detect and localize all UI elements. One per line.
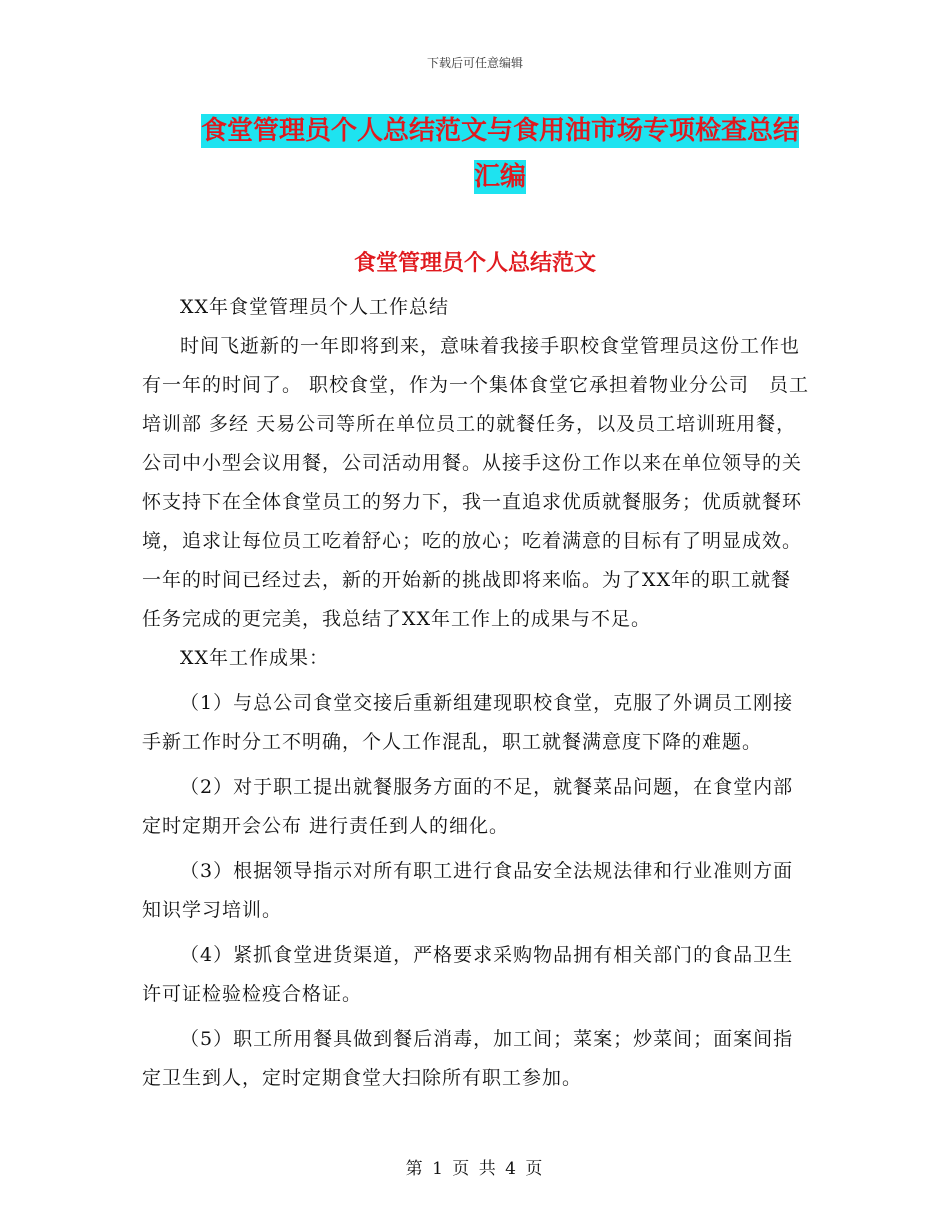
title-line-1: 食堂管理员个人总结范文与食用油市场专项检查总结	[200, 116, 799, 146]
paragraph: （3）根据领导指示对所有职工进行食品安全法规法律和行业准则方面知识学习培训。	[142, 860, 794, 921]
paragraph: （4）紧抓食堂进货渠道，严格要求采购物品拥有相关部门的食品卫生许可证检验检疫合格证。	[142, 944, 794, 1005]
paragraph: XX年工作成果：	[180, 647, 330, 669]
paragraph: （1）与总公司食堂交接后重新组建现职校食堂，克服了外调员工刚接手新工作时分工不明确，个人工作混乱，职工就餐满意度下降的难题。	[142, 692, 794, 753]
title-line-2: 汇编	[473, 162, 526, 192]
paragraph: （5）职工所用餐具做到餐后消毒，加工间；菜案；炒菜间；面案间指定卫生到人，定时定期食堂大扫除所有职工参加。	[142, 1028, 794, 1089]
section-title: 食堂管理员个人总结范文	[353, 251, 596, 276]
paragraph: 时间飞逝新的一年即将到来，意味着我接手职校食堂管理员这份工作也有一年的时间了。 职校食堂，作为一个集体食堂它承担着物业分公司 员工培训部 多经 天易公司等所在单位员工的就餐任务，以及员工培训班用餐，公司中小型会议用餐，公司活动用餐。从接手这份工作以来在单位领导的关怀支持下在全体食堂员工的努力下，我一直追求优质就餐服务；优质就餐环境，追求让每位员工吃着舒心；吃的放心；吃着满意的目标有了明显成效。一年的时间已经过去，新的开始新的挑战即将来临。为了XX年的职工就餐任务完成的更完美，我总结了XX年工作上的成果与不足。	[142, 335, 810, 630]
header-note: 下载后可任意编辑	[426, 56, 523, 70]
body-text	[142, 288, 810, 1098]
paragraph: （2）对于职工提出就餐服务方面的不足，就餐菜品问题，在食堂内部定时定期开会公布 进行责任到人的细化。	[142, 776, 794, 837]
document-title	[190, 108, 810, 200]
paragraph: XX年食堂管理员个人工作总结	[180, 296, 450, 318]
page-number: 第 1 页 共 4 页	[405, 1159, 545, 1179]
